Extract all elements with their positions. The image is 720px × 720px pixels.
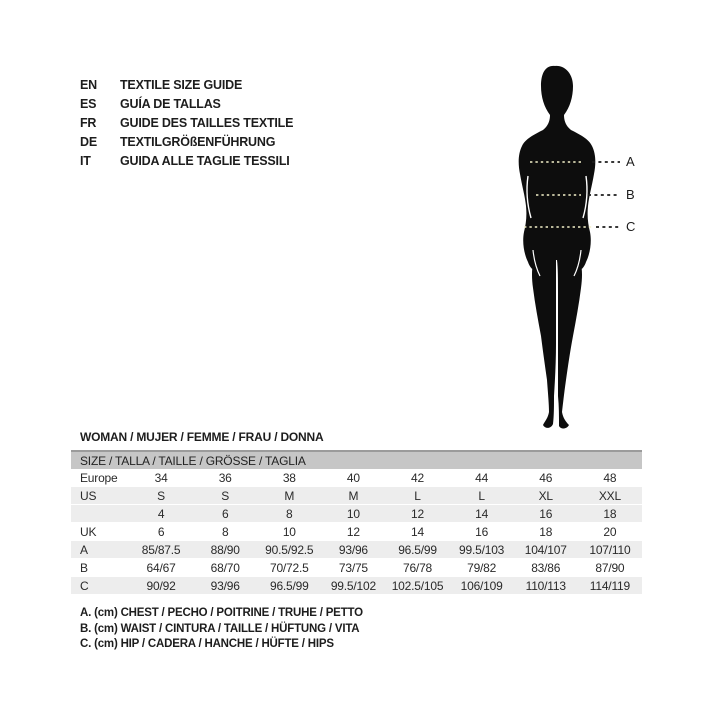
size-value: 14	[450, 505, 514, 523]
size-value: 70/72.5	[257, 559, 321, 577]
size-value: 34	[129, 469, 193, 487]
size-value: M	[321, 487, 385, 505]
size-value: 14	[385, 523, 449, 541]
size-value: 96.5/99	[257, 577, 321, 595]
row-label: UK	[71, 523, 129, 541]
size-value: XL	[514, 487, 578, 505]
woman-figure	[480, 52, 660, 442]
size-value: 46	[514, 469, 578, 487]
size-value: 88/90	[193, 541, 257, 559]
size-value: S	[193, 487, 257, 505]
note-waist: B. (cm) WAIST / CINTURA / TAILLE / HÜFTUNG / VITA	[80, 622, 360, 635]
size-value: 44	[450, 469, 514, 487]
row-label: US	[71, 487, 129, 505]
size-value: 68/70	[193, 559, 257, 577]
size-value: 12	[385, 505, 449, 523]
language-code: DE	[80, 135, 97, 149]
note-hip: C. (cm) HIP / CADERA / HANCHE / HÜFTE / HIPS	[80, 638, 334, 650]
measurement-notes	[80, 606, 363, 653]
size-value: 106/109	[450, 577, 514, 595]
size-value: 79/82	[450, 559, 514, 577]
size-table	[71, 450, 642, 595]
language-code: EN	[80, 78, 97, 92]
table-row	[71, 487, 642, 505]
measurement-label-b: B	[626, 187, 635, 202]
language-list	[80, 76, 293, 171]
table-row	[71, 577, 642, 595]
language-row	[80, 76, 293, 95]
table-row	[71, 559, 642, 577]
size-value: 87/90	[578, 559, 642, 577]
size-value: XXL	[578, 487, 642, 505]
language-row	[80, 133, 293, 152]
row-label	[71, 505, 129, 523]
language-label: TEXTILE SIZE GUIDE	[120, 78, 243, 92]
size-value: 114/119	[578, 577, 642, 595]
table-header: SIZE / TALLA / TAILLE / GRÖSSE / TAGLIA	[71, 451, 642, 469]
size-value: 85/87.5	[129, 541, 193, 559]
size-value: 6	[129, 523, 193, 541]
size-value: 64/67	[129, 559, 193, 577]
size-value: 10	[321, 505, 385, 523]
size-value: 93/96	[321, 541, 385, 559]
size-value: 6	[193, 505, 257, 523]
size-value: 99.5/103	[450, 541, 514, 559]
language-label: GUIDA ALLE TAGLIE TESSILI	[120, 154, 290, 168]
size-value: 36	[193, 469, 257, 487]
size-value: 73/75	[321, 559, 385, 577]
language-label: GUIDE DES TAILLES TEXTILE	[120, 116, 294, 130]
size-value: L	[450, 487, 514, 505]
language-code: FR	[80, 116, 97, 130]
size-value: L	[385, 487, 449, 505]
size-value: 110/113	[514, 577, 578, 595]
size-value: 76/78	[385, 559, 449, 577]
measurement-label-a: A	[626, 154, 635, 169]
row-label: C	[71, 577, 129, 595]
size-value: 90.5/92.5	[257, 541, 321, 559]
size-value: 18	[578, 505, 642, 523]
table-row	[71, 523, 642, 541]
size-value: 83/86	[514, 559, 578, 577]
size-value: 18	[514, 523, 578, 541]
size-value: 10	[257, 523, 321, 541]
row-label: Europe	[71, 469, 129, 487]
size-value: 38	[257, 469, 321, 487]
category-title: WOMAN / MUJER / FEMME / FRAU / DONNA	[80, 430, 324, 444]
language-code: IT	[80, 154, 91, 168]
table-row	[71, 505, 642, 523]
size-value: 16	[514, 505, 578, 523]
language-label: TEXTILGRÖßENFÜHRUNG	[120, 135, 276, 149]
language-row	[80, 114, 293, 133]
size-value: 8	[257, 505, 321, 523]
language-code: ES	[80, 97, 97, 111]
size-value: 4	[129, 505, 193, 523]
size-value: 42	[385, 469, 449, 487]
language-row	[80, 95, 293, 114]
row-label: A	[71, 541, 129, 559]
size-value: 16	[450, 523, 514, 541]
woman-silhouette	[519, 66, 596, 429]
size-value: 104/107	[514, 541, 578, 559]
language-row	[80, 152, 293, 171]
size-value: S	[129, 487, 193, 505]
table-header-row	[71, 451, 642, 469]
table-row	[71, 541, 642, 559]
size-value: 107/110	[578, 541, 642, 559]
size-value: 8	[193, 523, 257, 541]
size-value: M	[257, 487, 321, 505]
note-chest: A. (cm) CHEST / PECHO / POITRINE / TRUHE / PETTO	[80, 607, 363, 619]
size-value: 99.5/102	[321, 577, 385, 595]
size-value: 40	[321, 469, 385, 487]
size-value: 12	[321, 523, 385, 541]
size-value: 48	[578, 469, 642, 487]
language-label: GUÍA DE TALLAS	[120, 97, 221, 111]
size-value: 96.5/99	[385, 541, 449, 559]
size-value: 90/92	[129, 577, 193, 595]
size-value: 102.5/105	[385, 577, 449, 595]
size-value: 20	[578, 523, 642, 541]
table-row	[71, 469, 642, 487]
size-value: 93/96	[193, 577, 257, 595]
measurement-label-c: C	[626, 219, 636, 234]
row-label: B	[71, 559, 129, 577]
